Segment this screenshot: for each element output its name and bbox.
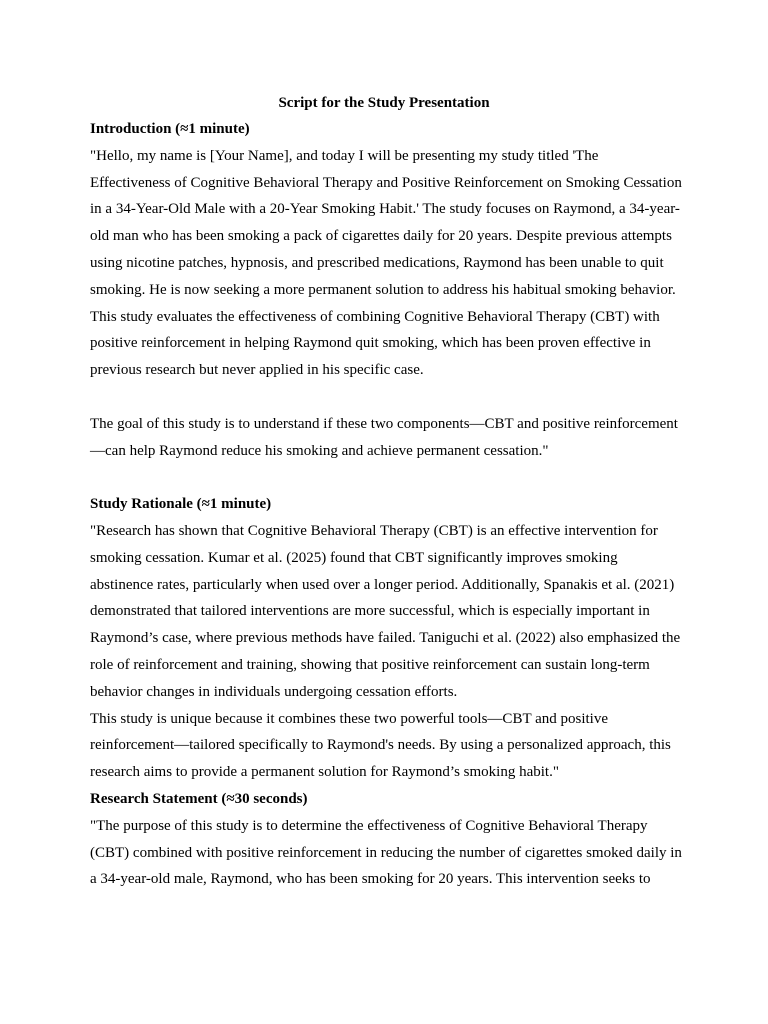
paragraph-gap — [90, 384, 682, 411]
intro-paragraph-1: "Hello, my name is [Your Name], and today I will be presenting my study titled 'The Effectiveness of Cognitive Behavioral Therapy and Positive Reinforcement on Smoking Cessation in a 34-Year-Old Male with a 20-Year Smoking Habit.' The study focuses on Raymond, a 34-year-old man who has been smoking a pack of cigarettes daily for 20 years. Despite previous attempts using nicotine patches, hypnosis, and prescribed medications, Raymond has been unable to quit smoking. He is now seeking a more permanent solution to address his habitual smoking behavior. This study evaluates the effectiveness of combining Cognitive Behavioral Therapy (CBT) with positive reinforcement in helping Raymond quit smoking, which has been proven effective in previous research but never applied in his specific case. — [90, 147, 682, 379]
research-statement-heading: Research Statement (≈30 seconds) — [90, 790, 308, 807]
rationale-paragraph-2: This study is unique because it combines these two powerful tools—CBT and positive reinforcement—tailored specifically to Raymond's needs. By using a personalized approach, this research aims to provide a permanent solution for Raymond’s smoking habit." — [90, 710, 671, 781]
intro-paragraph-2: The goal of this study is to understand if these two components—CBT and positive reinforcement—can help Raymond reduce his smoking and achieve permanent cessation." — [90, 415, 678, 459]
intro-heading: Introduction (≈1 minute) — [90, 121, 250, 137]
document-body — [90, 116, 682, 893]
rationale-paragraph-1: "Research has shown that Cognitive Behavioral Therapy (CBT) is an effective intervention for smoking cessation. Kumar et al. (2025) found that CBT significantly improves smoking abstinence rates, particularly when used over a longer period. Additionally, Spanakis et al. (2021) demonstrated that tailored interventions are more successful, which is especially important in Raymond’s case, where previous methods have failed. Taniguchi et al. (2022) also emphasized the role of reinforcement and training, showing that positive reinforcement can sustain long-term behavior changes in individuals undergoing cessation efforts. — [90, 522, 681, 700]
paragraph-gap — [90, 464, 682, 491]
research-statement-paragraph-1: "The purpose of this study is to determine the effectiveness of Cognitive Behavioral Therapy (CBT) combined with positive reinforcement in reducing the number of cigarettes smoked daily in a 34-year-old male, Raymond, who has been smoking for 20 years. This intervention seeks to — [90, 817, 682, 888]
rationale-heading: Study Rationale (≈1 minute) — [90, 496, 272, 513]
document-title: Script for the Study Presentation — [278, 95, 490, 111]
